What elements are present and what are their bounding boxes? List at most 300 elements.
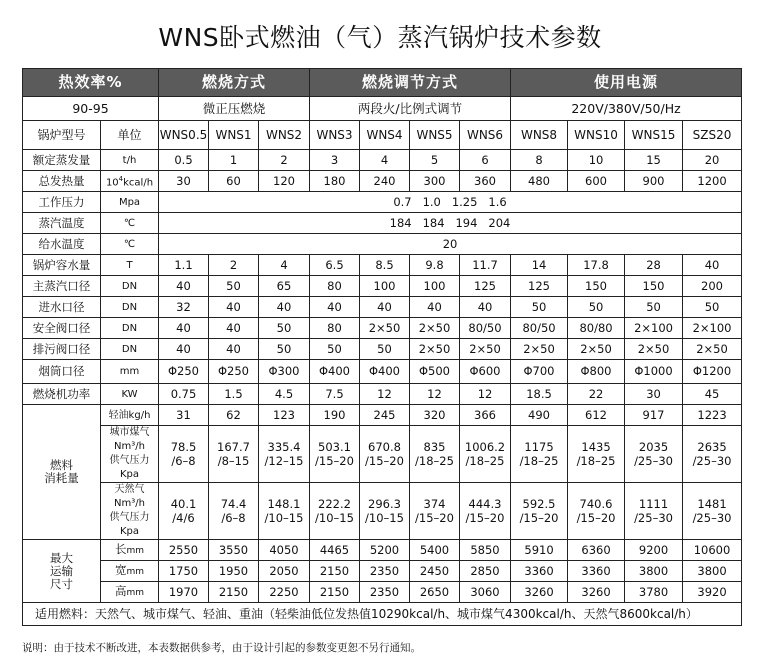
value-top: 374 [423, 497, 446, 511]
value-cell: 5910 [511, 540, 568, 561]
label-line: 天然气 [114, 484, 145, 495]
group-label-line: 最大 [50, 550, 73, 565]
value-cell: 12 [360, 384, 410, 405]
value-cell [209, 426, 259, 483]
value-bottom: /18–25 [415, 454, 454, 468]
value-cell: 80 [310, 318, 360, 339]
value-cell: 3920 [683, 582, 742, 603]
value-cell: 2×100 [683, 318, 742, 339]
value-top: 670.8 [368, 440, 401, 454]
label-line: Nm³/h [114, 498, 145, 509]
value-cell: 2350 [360, 561, 410, 582]
value-cell [310, 483, 360, 540]
model-cell: WNS3 [310, 121, 360, 150]
value-top: 78.5 [170, 440, 197, 454]
value-top: 1435 [581, 440, 611, 454]
value-cell: 1 [209, 150, 259, 171]
value-cell: 6360 [568, 540, 625, 561]
model-cell: WNS15 [625, 121, 683, 150]
regulation-value: 两段火/比例式调节 [310, 97, 511, 121]
value-cell: 1200 [683, 171, 742, 192]
value-bottom: /15–20 [519, 511, 559, 525]
value-cell: Φ250 [159, 360, 209, 384]
value-cell: 8 [511, 150, 568, 171]
value-cell: 3 [310, 150, 360, 171]
value-cell: 50 [310, 339, 360, 360]
value-top: 335.4 [267, 440, 301, 454]
value-cell [360, 426, 410, 483]
dimension-row [23, 540, 742, 561]
value-top: 1006.2 [464, 440, 506, 454]
value-cell: 4 [360, 150, 410, 171]
value-cell: 20 [683, 150, 742, 171]
value-cell: 2050 [259, 561, 310, 582]
value-bottom: /15–20 [576, 511, 616, 525]
dim-unit: mm [126, 545, 145, 556]
page-title: WNS卧式燃油（气）蒸汽锅炉技术参数 [158, 23, 602, 52]
value-top: 2035 [638, 440, 669, 454]
value-cell: 5850 [460, 540, 511, 561]
fuel-group-label [23, 405, 101, 540]
value-cell [683, 426, 742, 483]
row-unit: T [101, 255, 159, 276]
value-cell: 490 [511, 405, 568, 426]
value-cell: 22 [568, 384, 625, 405]
value-cell: 40 [159, 276, 209, 297]
row-label: 排污阀口径 [23, 339, 101, 360]
value-cell: 3260 [568, 582, 625, 603]
value-cell: 2 [259, 150, 310, 171]
value-cell: 80 [310, 276, 360, 297]
fuel-note: 适用燃料：天然气、城市煤气、轻油、重油（轻柴油低位发热值10290kcal/h、城市煤气4300kcal/h、天然气8600kcal/h） [23, 603, 742, 626]
value-cell [209, 483, 259, 540]
value-cell: 3360 [568, 561, 625, 582]
value-cell: 2×50 [625, 339, 683, 360]
value-bottom: /4/6 [172, 511, 195, 525]
value-cell: 50 [209, 276, 259, 297]
row-unit: DN [101, 318, 159, 339]
value-cell: 50 [625, 297, 683, 318]
table-row [23, 384, 742, 405]
value-cell: 4465 [310, 540, 360, 561]
value-cell: 480 [511, 171, 568, 192]
value-cell [511, 426, 568, 483]
merged-value-cell: 0.7 1.0 1.25 1.6 [159, 192, 742, 213]
value-cell [259, 483, 310, 540]
value-cell: 2450 [410, 561, 460, 582]
value-cell: 40 [259, 297, 310, 318]
value-cell: 8.5 [360, 255, 410, 276]
value-cell: 4.5 [259, 384, 310, 405]
row-unit: ℃ [101, 234, 159, 255]
value-top: 444.3 [468, 497, 502, 511]
row-label: 锅炉容水量 [23, 255, 101, 276]
value-cell: 6 [460, 150, 511, 171]
row-unit: t/h [101, 150, 159, 171]
value-cell: 40 [209, 318, 259, 339]
value-cell: 50 [259, 339, 310, 360]
row-label [101, 483, 159, 540]
value-cell: 5 [410, 150, 460, 171]
row-label: 锅炉型号 [23, 121, 101, 150]
value-cell: 2650 [410, 582, 460, 603]
spec-table [22, 68, 742, 626]
value-cell: 1970 [159, 582, 209, 603]
value-cell: 612 [568, 405, 625, 426]
value-cell [410, 426, 460, 483]
value-cell: 2×50 [511, 339, 568, 360]
value-cell [511, 483, 568, 540]
value-cell [159, 483, 209, 540]
value-cell: 2150 [310, 582, 360, 603]
header-combustion: 燃烧方式 [159, 69, 310, 97]
merged-value-cell: 184 184 194 204 [159, 213, 742, 234]
unit-suffix: kcal/h [123, 177, 154, 189]
table-row [23, 150, 742, 171]
value-cell: 2×50 [568, 339, 625, 360]
value-bottom: /10–15 [264, 511, 304, 525]
table-row [23, 318, 742, 339]
value-cell: 180 [310, 171, 360, 192]
value-top: 1481 [697, 497, 727, 511]
value-cell: 40 [209, 297, 259, 318]
value-cell: 1223 [683, 405, 742, 426]
value-cell: 3260 [511, 582, 568, 603]
dim-label: 高 [114, 583, 127, 598]
value-cell: 50 [511, 297, 568, 318]
row-unit: Mpa [101, 192, 159, 213]
row-unit [101, 171, 159, 192]
value-cell: 10 [568, 150, 625, 171]
value-cell: Φ300 [259, 360, 310, 384]
efficiency-value: 90-95 [23, 97, 159, 121]
value-cell: 3550 [209, 540, 259, 561]
value-cell [410, 483, 460, 540]
value-cell: 4050 [259, 540, 310, 561]
value-bottom: /12–15 [264, 454, 304, 468]
value-cell: Φ700 [511, 360, 568, 384]
value-bottom: /6–8 [171, 454, 196, 468]
value-cell: 100 [410, 276, 460, 297]
row-label: 燃烧机功率 [23, 384, 101, 405]
value-cell [625, 483, 683, 540]
merged-value-cell: 20 [159, 234, 742, 255]
value-cell: Φ600 [460, 360, 511, 384]
value-bottom: /18–25 [576, 454, 616, 468]
row-label: 额定蒸发量 [23, 150, 101, 171]
value-top: 1175 [524, 440, 554, 454]
value-cell: 5400 [410, 540, 460, 561]
table-row [23, 360, 742, 384]
dim-label: 宽 [114, 562, 127, 577]
value-cell: 3800 [683, 561, 742, 582]
value-cell: 100 [360, 276, 410, 297]
value-cell: 190 [310, 405, 360, 426]
value-cell: 7.5 [310, 384, 360, 405]
row-unit: ℃ [101, 213, 159, 234]
value-cell: 30 [159, 171, 209, 192]
value-cell: 1950 [209, 561, 259, 582]
value-cell: 32 [159, 297, 209, 318]
value-bottom: /18–25 [465, 454, 505, 468]
value-cell: 40 [410, 297, 460, 318]
table-row [23, 339, 742, 360]
value-cell [460, 426, 511, 483]
value-cell: 50 [568, 297, 625, 318]
row-label: 总发热量 [23, 171, 101, 192]
value-cell: 2×50 [683, 339, 742, 360]
power-value: 220V/380V/50/Hz [511, 97, 742, 121]
footer-note: 说明：由于技术不断改进，本表数据供参考，由于设计引起的参数变更恕不另行通知。 [22, 642, 421, 654]
value-cell: Φ1000 [625, 360, 683, 384]
value-cell: 65 [259, 276, 310, 297]
value-cell: 2×50 [460, 339, 511, 360]
value-cell: 50 [360, 339, 410, 360]
value-cell: 40 [159, 339, 209, 360]
value-cell: 17.8 [568, 255, 625, 276]
fuel-city_gas-row [23, 426, 742, 483]
value-cell: Φ250 [209, 360, 259, 384]
value-bottom: /15–20 [315, 454, 354, 468]
row-unit: DN [101, 297, 159, 318]
model-cell: WNS4 [360, 121, 410, 150]
unit-exponent: 4 [118, 174, 124, 183]
value-top: 148.1 [267, 497, 301, 511]
value-cell: 40 [209, 339, 259, 360]
row-unit: KW [101, 384, 159, 405]
value-cell: 2350 [360, 582, 410, 603]
value-cell: 240 [360, 171, 410, 192]
value-cell: 3800 [625, 561, 683, 582]
value-cell: 3360 [511, 561, 568, 582]
row-label: 工作压力 [23, 192, 101, 213]
model-cell: WNS6 [460, 121, 511, 150]
value-cell: 50 [259, 318, 310, 339]
value-bottom: /6–8 [221, 511, 246, 525]
value-cell: 6.5 [310, 255, 360, 276]
value-cell [310, 426, 360, 483]
value-cell: 2250 [259, 582, 310, 603]
model-cell: WNS5 [410, 121, 460, 150]
value-cell: 200 [683, 276, 742, 297]
value-cell [460, 483, 511, 540]
value-cell: 12 [410, 384, 460, 405]
value-cell: Φ400 [310, 360, 360, 384]
value-cell: 123 [259, 405, 310, 426]
model-cell: WNS1 [209, 121, 259, 150]
value-cell: 2×50 [410, 339, 460, 360]
value-bottom: /10–15 [315, 511, 354, 525]
value-cell: 45 [683, 384, 742, 405]
value-cell: 2×100 [625, 318, 683, 339]
unit-base: 10 [105, 177, 119, 189]
value-top: 592.5 [522, 497, 556, 511]
value-cell: 15 [625, 150, 683, 171]
row-label: 安全阀口径 [23, 318, 101, 339]
row-unit: DN [101, 339, 159, 360]
value-cell: 150 [625, 276, 683, 297]
table-row [23, 297, 742, 318]
group-label-line: 消耗量 [44, 471, 79, 485]
value-cell: 600 [568, 171, 625, 192]
dimension-row [23, 561, 742, 582]
value-bottom: /15–20 [365, 454, 404, 468]
value-top: 167.7 [217, 440, 250, 454]
value-cell: 300 [410, 171, 460, 192]
value-top: 1111 [638, 497, 669, 511]
value-top: 296.3 [368, 497, 401, 511]
value-cell: 18.5 [511, 384, 568, 405]
value-bottom: /10–15 [365, 511, 404, 525]
value-cell: 2850 [460, 561, 511, 582]
value-cell: 80/50 [511, 318, 568, 339]
value-cell: 80/50 [460, 318, 511, 339]
value-cell: 40 [683, 255, 742, 276]
value-cell: Φ500 [410, 360, 460, 384]
header-row [23, 69, 742, 97]
model-cell: WNS0.5 [159, 121, 209, 150]
dimension-row [23, 582, 742, 603]
value-top: 835 [423, 440, 446, 454]
value-top: 222.2 [318, 497, 351, 511]
row-label: 轻油kg/h [101, 405, 159, 426]
value-cell: 3060 [460, 582, 511, 603]
model-row [23, 121, 742, 150]
value-cell: 40 [159, 318, 209, 339]
value-cell: 14 [511, 255, 568, 276]
value-bottom: /15–20 [415, 511, 454, 525]
value-bottom: /18–25 [519, 454, 559, 468]
row-label [101, 540, 159, 561]
table-row [23, 255, 742, 276]
value-cell: 900 [625, 171, 683, 192]
table-row [23, 234, 742, 255]
value-bottom: /25–30 [634, 511, 673, 525]
header-regulation: 燃烧调节方式 [310, 69, 511, 97]
row-label [101, 561, 159, 582]
group-label-line: 运输 [50, 563, 73, 578]
combustion-value: 微正压燃烧 [159, 97, 310, 121]
table-row [23, 171, 742, 192]
value-bottom: /25–30 [692, 454, 732, 468]
value-cell: 1.5 [209, 384, 259, 405]
value-cell: 1750 [159, 561, 209, 582]
value-cell: 2150 [209, 582, 259, 603]
value-cell: 245 [360, 405, 410, 426]
model-cell: WNS2 [259, 121, 310, 150]
value-cell: 31 [159, 405, 209, 426]
value-cell: 40 [360, 297, 410, 318]
note-row [23, 603, 742, 626]
value-top: 74.4 [220, 497, 247, 511]
dim-unit: mm [126, 566, 145, 577]
value-cell: 30 [625, 384, 683, 405]
value-cell: 40 [460, 297, 511, 318]
value-top: 503.1 [318, 440, 351, 454]
header-power: 使用电源 [511, 69, 742, 97]
value-cell: 1.1 [159, 255, 209, 276]
value-cell: 12 [460, 384, 511, 405]
label-line: Nm³/h [114, 441, 145, 452]
table-row [23, 192, 742, 213]
value-cell: 11.7 [460, 255, 511, 276]
model-cell: WNS10 [568, 121, 625, 150]
value-cell: 28 [625, 255, 683, 276]
group-label-line: 燃料 [50, 458, 73, 472]
fuel-light-oil-row [23, 405, 742, 426]
value-cell: 0.75 [159, 384, 209, 405]
value-cell: 2×50 [360, 318, 410, 339]
value-top: 2635 [697, 440, 727, 454]
table-row [23, 213, 742, 234]
value-cell [259, 426, 310, 483]
row-unit: 单位 [101, 121, 159, 150]
summary-row [23, 97, 742, 121]
value-cell: 0.5 [159, 150, 209, 171]
row-label: 给水温度 [23, 234, 101, 255]
value-cell: 4 [259, 255, 310, 276]
value-cell: 2 [209, 255, 259, 276]
row-label: 主蒸汽口径 [23, 276, 101, 297]
value-cell: 80/80 [568, 318, 625, 339]
value-cell: 2550 [159, 540, 209, 561]
row-label [101, 582, 159, 603]
fuel-natural_gas-row [23, 483, 742, 540]
value-bottom: /8–15 [217, 454, 250, 468]
dim-unit: mm [126, 587, 145, 598]
value-cell: Φ1200 [683, 360, 742, 384]
row-unit: mm [101, 360, 159, 384]
value-cell [360, 483, 410, 540]
value-cell: 366 [460, 405, 511, 426]
row-label: 烟筒口径 [23, 360, 101, 384]
value-cell: 50 [683, 297, 742, 318]
label-line: 供气压力Kpa [109, 455, 150, 480]
value-cell: Φ400 [360, 360, 410, 384]
value-cell: 150 [568, 276, 625, 297]
value-cell [683, 483, 742, 540]
value-cell: 62 [209, 405, 259, 426]
value-bottom: /25–30 [692, 511, 732, 525]
value-cell: 125 [511, 276, 568, 297]
value-cell: 9.8 [410, 255, 460, 276]
row-unit: DN [101, 276, 159, 297]
dim-label: 长 [114, 541, 127, 556]
value-cell: Φ800 [568, 360, 625, 384]
table-row [23, 276, 742, 297]
value-cell: 10600 [683, 540, 742, 561]
value-cell: 5200 [360, 540, 410, 561]
value-cell: 120 [259, 171, 310, 192]
value-cell [625, 426, 683, 483]
value-cell: 2×50 [410, 318, 460, 339]
value-cell [568, 483, 625, 540]
header-efficiency: 热效率% [23, 69, 159, 97]
value-cell: 2150 [310, 561, 360, 582]
value-cell: 3780 [625, 582, 683, 603]
row-label: 进水口径 [23, 297, 101, 318]
group-label-line: 尺寸 [50, 576, 73, 591]
value-bottom: /25–30 [634, 454, 673, 468]
label-line: 供气压力Kpa [109, 512, 150, 537]
value-cell: 917 [625, 405, 683, 426]
row-label [101, 426, 159, 483]
model-cell: WNS8 [511, 121, 568, 150]
row-label: 蒸汽温度 [23, 213, 101, 234]
value-cell: 40 [310, 297, 360, 318]
value-cell: 9200 [625, 540, 683, 561]
value-cell: 320 [410, 405, 460, 426]
